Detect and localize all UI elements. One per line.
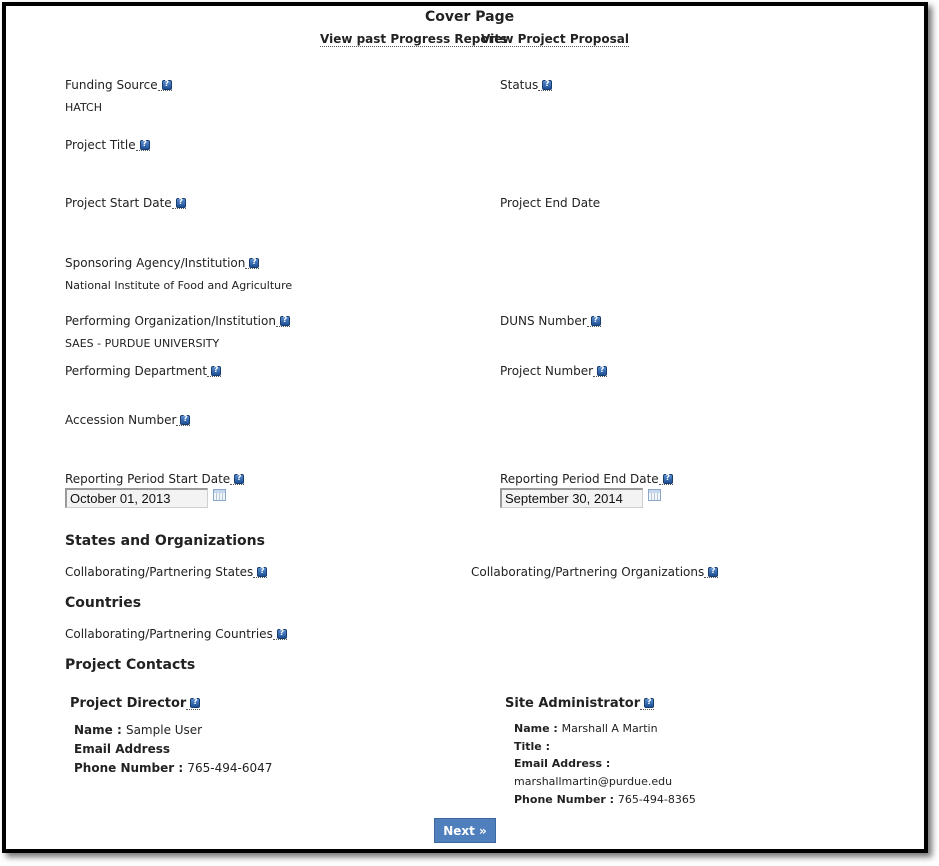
collab-orgs-help[interactable] [704, 567, 718, 578]
states-orgs-heading: States and Organizations [65, 533, 265, 549]
accession-number-help[interactable] [176, 415, 190, 426]
help-icon[interactable] [708, 567, 718, 577]
project-start-date-help[interactable] [172, 198, 186, 209]
project-title-help[interactable] [136, 140, 150, 151]
collab-states-label-text: Collaborating/Partnering States [65, 565, 254, 579]
help-icon[interactable] [644, 698, 654, 708]
funding-source-value: HATCH [65, 101, 102, 114]
help-icon[interactable] [280, 316, 290, 326]
performing-org-label-text: Performing Organization/Institution [65, 314, 276, 328]
admin-name-label: Name : [514, 722, 558, 735]
site-administrator-heading [505, 696, 654, 711]
duns-number-help[interactable] [587, 316, 601, 327]
admin-phone-value: 765-494-8365 [617, 793, 696, 806]
performing-org-value: SAES - PURDUE UNIVERSITY [65, 337, 220, 350]
help-icon[interactable] [257, 567, 267, 577]
project-director-heading [70, 696, 200, 711]
reporting-end-date-input[interactable]: September 30, 2014 [500, 488, 643, 508]
sponsoring-agency-label [65, 256, 259, 270]
performing-org-label [65, 314, 290, 328]
performing-department-label [65, 364, 221, 378]
countries-heading: Countries [65, 595, 142, 611]
page-title: Cover Page [425, 9, 515, 25]
duns-number-label [500, 314, 601, 328]
director-name-value: Sample User [125, 723, 203, 737]
site-administrator-help[interactable] [640, 698, 654, 710]
director-phone-value: 765-494-6047 [187, 761, 273, 775]
funding-source-label [65, 78, 172, 92]
director-name-row [74, 723, 202, 737]
help-icon[interactable] [176, 198, 186, 208]
collab-countries-label [65, 627, 287, 641]
help-icon[interactable] [591, 316, 601, 326]
calendar-icon[interactable] [213, 489, 226, 501]
view-project-proposal-link[interactable]: View Project Proposal [481, 32, 629, 46]
help-icon[interactable] [249, 258, 259, 268]
status-label [500, 78, 552, 92]
help-icon[interactable] [277, 629, 287, 639]
reporting-start-label-text: Reporting Period Start Date [65, 472, 231, 486]
collab-states-label [65, 565, 267, 579]
admin-phone-row [514, 793, 696, 806]
reporting-start-label [65, 472, 244, 486]
sponsoring-agency-help[interactable] [245, 258, 259, 269]
project-number-label [500, 364, 607, 378]
director-phone-row [74, 761, 272, 775]
project-director-heading-text: Project Director [70, 696, 187, 711]
director-email-label: Email Address [74, 742, 171, 756]
reporting-start-date-input[interactable]: October 01, 2013 [65, 488, 208, 508]
collab-countries-label-text: Collaborating/Partnering Countries [65, 627, 273, 641]
performing-department-label-text: Performing Department [65, 364, 208, 378]
help-icon[interactable] [597, 366, 607, 376]
project-number-label-text: Project Number [500, 364, 594, 378]
admin-name-row [514, 722, 658, 735]
duns-number-label-text: DUNS Number [500, 314, 587, 328]
reporting-end-label-text: Reporting Period End Date [500, 472, 659, 486]
project-contacts-heading: Project Contacts [65, 657, 196, 673]
project-start-date-label-text: Project Start Date [65, 196, 172, 210]
help-icon[interactable] [234, 474, 244, 484]
project-start-date-label [65, 196, 186, 210]
project-title-label-text: Project Title [65, 138, 136, 152]
project-number-help[interactable] [593, 366, 607, 377]
help-icon[interactable] [211, 366, 221, 376]
admin-email-label: Email Address : [514, 757, 611, 770]
performing-org-help[interactable] [276, 316, 290, 327]
status-label-text: Status [500, 78, 539, 92]
director-phone-label: Phone Number : [74, 761, 184, 775]
collab-orgs-label-text: Collaborating/Partnering Organizations [471, 565, 705, 579]
accession-number-label-text: Accession Number [65, 413, 177, 427]
site-administrator-heading-text: Site Administrator [505, 696, 641, 711]
funding-source-label-text: Funding Source [65, 78, 158, 92]
collab-orgs-label [471, 565, 718, 579]
reporting-end-help[interactable] [659, 474, 673, 485]
admin-title-row [514, 740, 550, 753]
funding-source-help[interactable] [158, 80, 172, 91]
admin-phone-label: Phone Number : [514, 793, 615, 806]
collab-states-help[interactable] [253, 567, 267, 578]
help-icon[interactable] [162, 80, 172, 90]
sponsoring-agency-label-text: Sponsoring Agency/Institution [65, 256, 246, 270]
help-icon[interactable] [140, 140, 150, 150]
accession-number-label [65, 413, 190, 427]
project-title-label [65, 138, 150, 152]
admin-email-value: marshallmartin@purdue.edu [514, 775, 673, 788]
status-help[interactable] [538, 80, 552, 91]
performing-department-help[interactable] [207, 366, 221, 377]
help-icon[interactable] [190, 698, 200, 708]
collab-countries-help[interactable] [273, 629, 287, 640]
admin-name-value: Marshall A Martin [561, 722, 658, 735]
admin-title-label: Title : [514, 740, 550, 753]
project-director-help[interactable] [186, 698, 200, 710]
director-name-label: Name : [74, 723, 122, 737]
reporting-start-help[interactable] [230, 474, 244, 485]
next-button[interactable]: Next » [434, 818, 496, 843]
view-past-progress-reports-link[interactable]: View past Progress Reports [320, 32, 508, 46]
help-icon[interactable] [663, 474, 673, 484]
reporting-end-label [500, 472, 673, 486]
sponsoring-agency-value: National Institute of Food and Agriculture [65, 279, 293, 292]
project-end-date-label: Project End Date [500, 196, 601, 210]
director-email-row [74, 742, 170, 756]
help-icon[interactable] [542, 80, 552, 90]
calendar-icon[interactable] [648, 489, 661, 501]
help-icon[interactable] [180, 415, 190, 425]
